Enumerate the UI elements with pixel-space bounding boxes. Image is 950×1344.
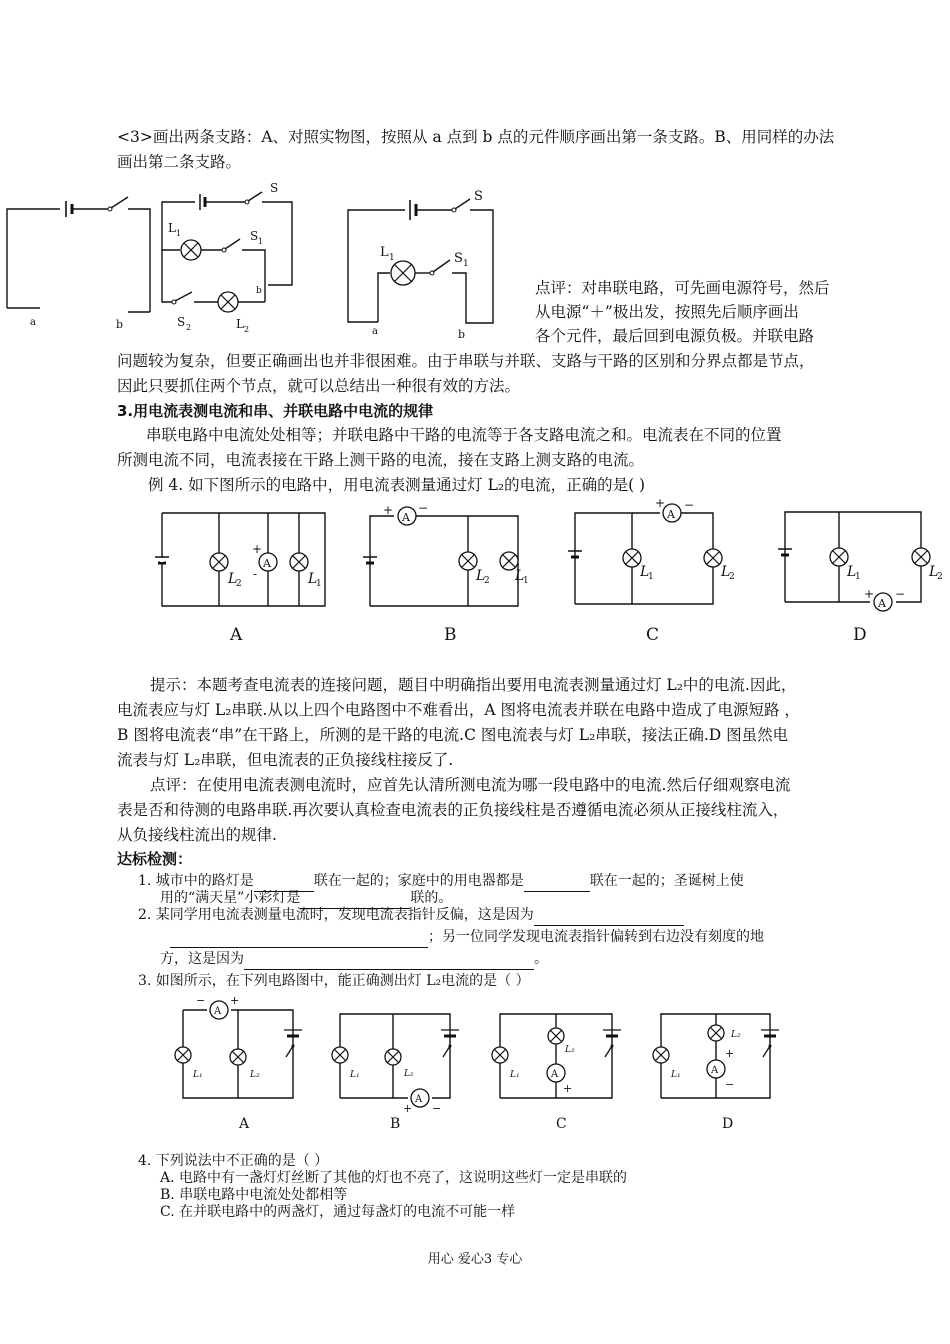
- svg-text:L: L: [228, 571, 238, 587]
- svg-text:−: −: [432, 1102, 442, 1115]
- svg-text:A: A: [711, 1065, 719, 1076]
- svg-text:L: L: [168, 221, 176, 235]
- q3-option-b: B: [390, 1116, 401, 1132]
- svg-text:L₂: L₂: [404, 1069, 414, 1079]
- hint-line-1: 提示：本题考查电流表的连接问题，题目中明确指出要用电流表测量通过灯 L₂中的电流.因此，: [150, 676, 797, 694]
- svg-text:L₂: L₂: [565, 1045, 575, 1055]
- svg-text:S: S: [177, 315, 186, 329]
- svg-text:1: 1: [389, 253, 395, 263]
- svg-text:+: +: [383, 503, 394, 517]
- svg-text:−: −: [725, 1078, 735, 1091]
- svg-text:−: −: [418, 501, 429, 515]
- svg-text:-: -: [253, 567, 258, 581]
- svg-text:+: +: [655, 496, 666, 510]
- q2-blank-2[interactable]: [170, 931, 428, 948]
- svg-text:S: S: [270, 181, 279, 195]
- q2-blank-1[interactable]: [534, 909, 684, 926]
- top-circuit-1: [7, 197, 150, 331]
- svg-text:L: L: [721, 564, 731, 580]
- svg-text:L: L: [380, 245, 389, 260]
- question-3: 3. 如图所示，在下列电路图中，能正确测出灯 L₂电流的是（ ）: [138, 973, 530, 989]
- question-4-option-c[interactable]: C. 在并联电路中的两盏灯，通过每盏灯的电流不可能一样: [160, 1204, 516, 1220]
- svg-text:2: 2: [236, 579, 242, 589]
- comment2-line-1: 点评：在使用电流表测电流时，应首先认清所测电流为哪一段电路中的电流.然后仔细观察电流: [150, 776, 791, 794]
- svg-text:−: −: [196, 994, 206, 1007]
- svg-text:L: L: [847, 564, 857, 580]
- question-2-line-2: ；另一位同学发现电流表指针偏转到右边没有刻度的地: [170, 926, 764, 948]
- svg-text:L₁: L₁: [193, 1070, 203, 1080]
- svg-text:+: +: [725, 1047, 735, 1060]
- comment1-line-4: 问题较为复杂，但要正确画出也并非很困难。由于串联与并联、支路与干路的区别和分界点都是节点，: [117, 352, 815, 370]
- section3-title: 3.用电流表测电流和串、并联电路中电流的规律: [117, 402, 434, 420]
- svg-text:A: A: [551, 1069, 559, 1080]
- svg-text:A: A: [214, 1006, 222, 1017]
- question-1-line-2: 用的“满天星”小彩灯是 联的。: [160, 887, 452, 909]
- ex4-circuit-c: [568, 496, 735, 604]
- q3-circuit-c: [492, 1014, 621, 1098]
- svg-text:L: L: [929, 564, 939, 580]
- q3-option-c: C: [556, 1116, 567, 1132]
- q1-blank-2[interactable]: [524, 875, 590, 892]
- question-2-line-1: 2. 某同学用电流表测量电流时，发现电流表指针反偏，这是因为: [138, 904, 684, 926]
- svg-text:1: 1: [258, 237, 264, 246]
- svg-text:S: S: [250, 229, 259, 243]
- ex4-option-d: D: [853, 625, 867, 645]
- svg-text:1: 1: [648, 572, 654, 582]
- q3-option-d: D: [722, 1116, 734, 1132]
- section3-paragraph-2: 所测电流不同，电流表接在干路上测干路的电流，接在支路上测支路的电流。: [117, 451, 645, 469]
- svg-text:S: S: [454, 251, 463, 266]
- svg-text:+: +: [864, 587, 875, 601]
- svg-text:L₁: L₁: [350, 1070, 360, 1080]
- svg-text:L: L: [476, 568, 486, 584]
- svg-text:A: A: [415, 1094, 423, 1105]
- svg-text:L: L: [640, 564, 650, 580]
- svg-text:L: L: [308, 571, 318, 587]
- svg-text:b: b: [458, 328, 466, 341]
- svg-text:L₁: L₁: [510, 1070, 520, 1080]
- intro-line-1: <3>画出两条支路：A、对照实物图，按照从 a 点到 b 点的元件顺序画出第一条支路。B、用同样的办法: [117, 128, 835, 146]
- svg-text:+: +: [252, 542, 263, 556]
- section3-paragraph-1: 串联电路中电流处处相等；并联电路中干路的电流等于各支路电流之和。电流表在不同的位置: [146, 426, 782, 444]
- q3-circuit-b: [332, 1014, 459, 1115]
- hint-line-2: 电流表应与灯 L₂串联.从以上四个电路图中不难看出，A 图将电流表并联在电路中造成了电源短路 ，: [117, 701, 800, 719]
- label-b-1: b: [116, 318, 124, 331]
- example-4-question: 例 4. 如下图所示的电路中，用电流表测量通过灯 L₂的电流，正确的是( ): [148, 476, 646, 494]
- svg-text:1: 1: [855, 572, 861, 582]
- svg-text:L₂: L₂: [250, 1070, 260, 1080]
- svg-text:2: 2: [244, 325, 250, 334]
- hint-line-4: 流表与灯 L₂串联，但电流表的正负接线柱接反了.: [117, 751, 454, 769]
- question-1-line-1: 1. 城市中的路灯是 联在一起的；家庭中的用电器都是 联在一起的；圣诞树上使: [138, 870, 744, 892]
- comment1-line-2: 从电源“＋”极出发，按照先后顺序画出: [535, 303, 799, 321]
- q3-option-a: A: [239, 1116, 250, 1132]
- svg-text:2: 2: [729, 572, 735, 582]
- comment1-line-1: 点评：对串联电路，可先画电源符号，然后: [535, 279, 830, 297]
- ex4-circuit-b: [363, 501, 529, 606]
- hint-line-3: B 图将电流表“串”在干路上，所测的是干路的电流.C 图电流表与灯 L₂串联，接法正确.D 图虽然电: [117, 726, 789, 744]
- q2-blank-3[interactable]: [244, 953, 534, 970]
- svg-text:2: 2: [484, 576, 490, 586]
- svg-text:a: a: [372, 326, 378, 337]
- svg-text:2: 2: [186, 323, 192, 332]
- svg-text:b: b: [256, 286, 262, 296]
- ex4-circuit-d: [778, 512, 943, 611]
- svg-text:−: −: [684, 498, 695, 512]
- ex4-option-b: B: [444, 625, 457, 645]
- svg-text:A: A: [878, 597, 886, 610]
- svg-text:1: 1: [176, 229, 182, 238]
- svg-text:S: S: [474, 189, 483, 204]
- svg-text:A: A: [263, 557, 271, 570]
- top-circuit-2: [162, 181, 292, 334]
- question-4: 4. 下列说法中不正确的是（ ）: [138, 1153, 329, 1169]
- comment2-line-2: 表是否和待测的电路串联.再次要认真检查电流表的正负接线柱是否遵循电流必须从正接线柱流入，: [117, 801, 789, 819]
- q3-circuit-d: [653, 1014, 779, 1098]
- question-4-option-a[interactable]: A. 电路中有一盏灯灯丝断了其他的灯也不亮了，这说明这些灯一定是串联的: [160, 1170, 628, 1186]
- svg-text:+: +: [563, 1082, 573, 1095]
- comment1-line-3: 各个元件，最后回到电源负极。并联电路: [535, 327, 815, 345]
- label-a-1: a: [30, 317, 36, 328]
- comment2-line-3: 从负接线柱流出的规律.: [117, 826, 277, 844]
- svg-text:+: +: [230, 994, 240, 1007]
- page-footer: 用心 爱心3 专心: [427, 1252, 523, 1267]
- svg-text:L₁: L₁: [671, 1070, 681, 1080]
- svg-text:−: −: [895, 587, 906, 601]
- svg-text:1: 1: [463, 259, 469, 269]
- ex4-circuit-a: [155, 513, 325, 606]
- q3-circuit-a: [175, 994, 302, 1098]
- top-circuit-3: [348, 189, 493, 341]
- ex4-option-c: C: [646, 625, 660, 645]
- svg-text:L: L: [515, 568, 525, 584]
- test-title: 达标检测：: [117, 850, 193, 868]
- question-2-line-3: 方，这是因为 。: [160, 948, 548, 970]
- svg-text:+: +: [403, 1102, 413, 1115]
- svg-text:L₂: L₂: [731, 1030, 741, 1040]
- comment1-line-5: 因此只要抓住两个节点，就可以总结出一种很有效的方法。: [117, 377, 521, 395]
- intro-line-2: 画出第二条支路。: [117, 153, 242, 171]
- svg-text:1: 1: [316, 579, 322, 589]
- svg-text:2: 2: [937, 572, 943, 582]
- svg-text:L: L: [236, 317, 244, 331]
- svg-text:1: 1: [523, 576, 529, 586]
- ex4-option-a: A: [230, 625, 243, 645]
- question-4-option-b[interactable]: B. 串联电路中电流处处都相等: [160, 1187, 348, 1203]
- svg-text:A: A: [402, 511, 410, 524]
- svg-text:A: A: [667, 508, 675, 521]
